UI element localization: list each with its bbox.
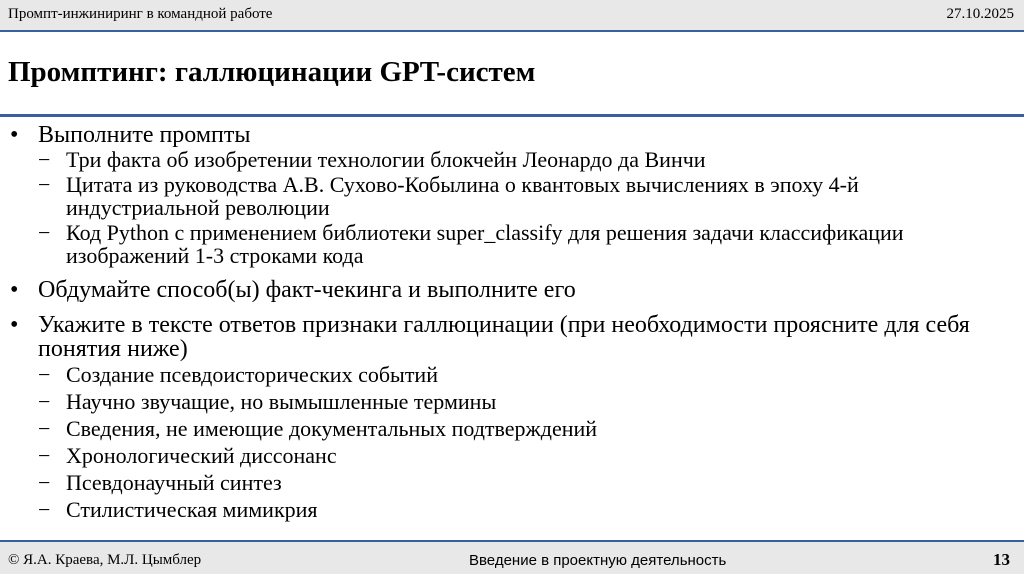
sub-bullet-marker: − — [38, 362, 51, 387]
sub-bullet-item — [0, 173, 1024, 219]
bullet-item — [0, 313, 1024, 361]
bullet-text: Укажите в тексте ответов признаки галлюцинации (при необходимости проясните для себя понятия ниже) — [38, 312, 970, 362]
sub-bullet-marker: − — [38, 443, 51, 468]
sub-bullet-marker: − — [38, 172, 51, 197]
sub-bullet-marker: − — [38, 416, 51, 441]
sub-bullet-text: Создание псевдоисторических событий — [66, 362, 438, 387]
sub-bullet-text: Стилистическая мимикрия — [66, 497, 318, 522]
sub-bullet-text: Хронологический диссонанс — [66, 443, 337, 468]
sub-bullet-item — [0, 417, 1024, 440]
sub-bullet-item — [0, 498, 1024, 521]
slide-footer — [0, 542, 1024, 574]
header-title: Промпт-инжиниринг в командной работе — [8, 6, 273, 22]
bullet-marker: • — [10, 122, 19, 148]
sub-bullet-marker: − — [38, 147, 51, 172]
sub-bullet-text: Псевдонаучный синтез — [66, 470, 282, 495]
sub-bullet-text: Сведения, не имеющие документальных подтверждений — [66, 416, 598, 441]
sub-bullet-item — [0, 221, 1024, 267]
slide-header — [0, 0, 1024, 32]
bullet-marker: • — [10, 277, 19, 303]
bullet-item — [0, 278, 1024, 302]
sub-bullet-text: Три факта об изобретении технологии блокчейн Леонардо да Винчи — [66, 147, 706, 172]
bullet-marker: • — [10, 312, 19, 338]
sub-bullet-text: Цитата из руководства А.В. Сухово-Кобылина о квантовых вычислениях в эпоху 4-й индустриальной революции — [66, 172, 859, 220]
sub-bullet-item — [0, 471, 1024, 494]
header-date: 27.10.2025 — [946, 6, 1014, 22]
sub-bullet-text: Код Python с применением библиотеки super_classify для решения задачи классификации изображений 1-3 строками кода — [66, 220, 904, 268]
bullet-item — [0, 123, 1024, 147]
bullet-text: Выполните промпты — [38, 122, 251, 148]
sub-bullet-marker: − — [38, 497, 51, 522]
sub-bullet-marker: − — [38, 220, 51, 245]
footer-course: Введение в проектную деятельность — [469, 552, 727, 569]
slide-content — [0, 119, 1024, 521]
sub-bullet-item — [0, 148, 1024, 171]
sub-bullet-marker: − — [38, 470, 51, 495]
title-divider — [0, 114, 1024, 117]
slide-title: Промптинг: галлюцинации GPT-систем — [8, 56, 536, 88]
footer-authors: © Я.А. Краева, М.Л. Цымблер — [8, 552, 202, 568]
sub-bullet-item — [0, 444, 1024, 467]
sub-bullet-item — [0, 390, 1024, 413]
sub-bullet-marker: − — [38, 389, 51, 414]
sub-bullet-item — [0, 363, 1024, 386]
bullet-text: Обдумайте способ(ы) факт-чекинга и выполните его — [38, 277, 576, 303]
sub-bullet-text: Научно звучащие, но вымышленные термины — [66, 389, 497, 414]
page-number: 13 — [993, 550, 1010, 569]
